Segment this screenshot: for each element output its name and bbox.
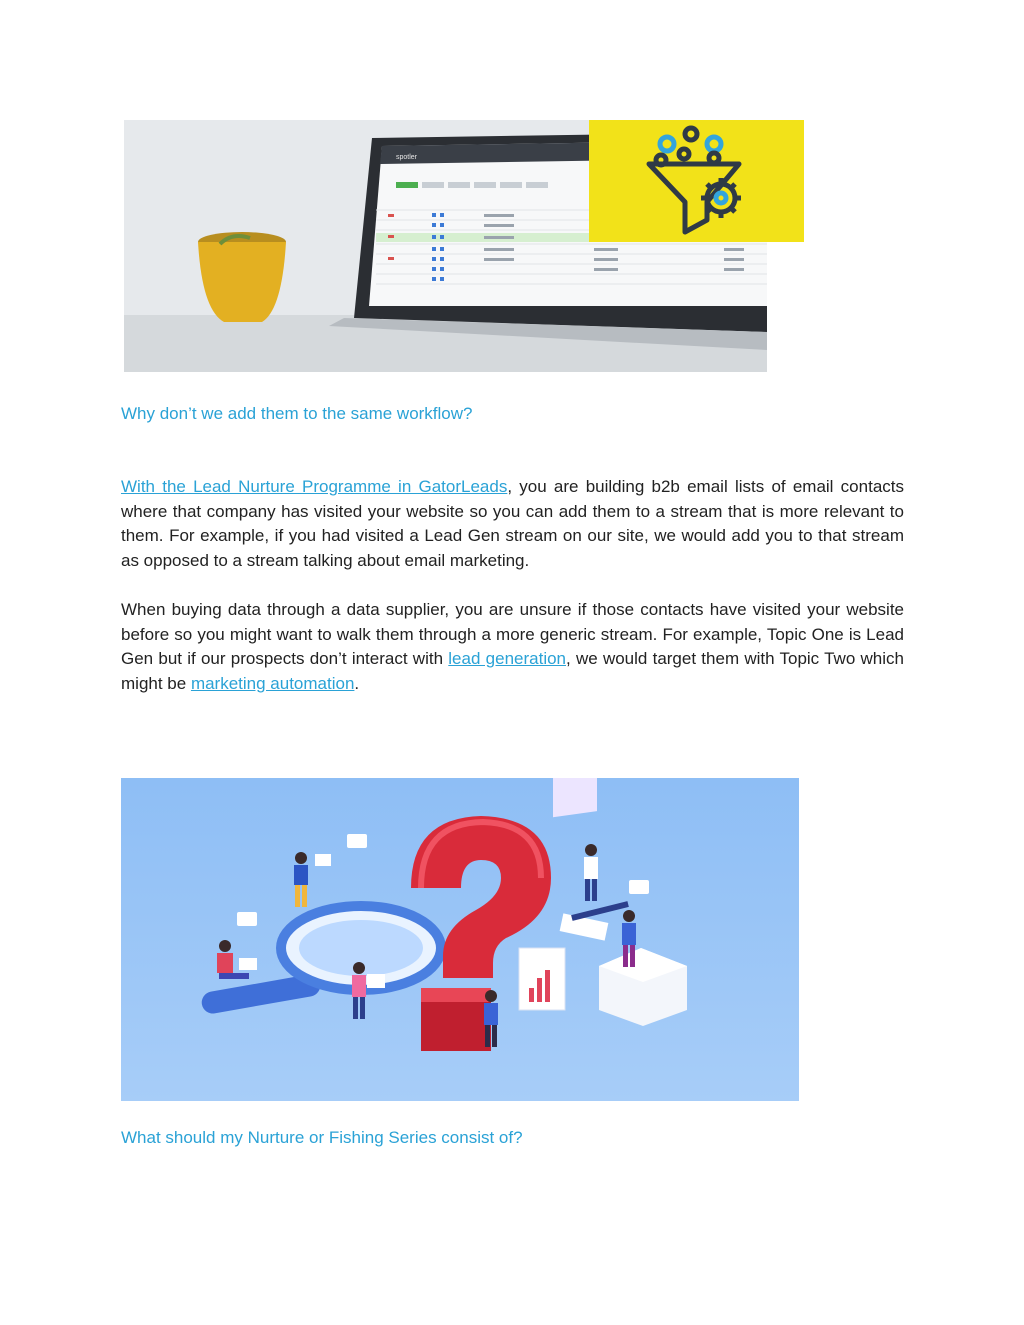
question-mark-illustration <box>121 778 799 1101</box>
person-tablet-top <box>294 852 331 907</box>
lead-generation-link[interactable]: lead generation <box>448 649 567 668</box>
person-top-right <box>584 844 598 901</box>
app-name: spotler <box>396 154 418 161</box>
funnel-panel <box>589 120 804 242</box>
person-sitting <box>217 940 257 979</box>
gatorleads-link[interactable]: With the Lead Nurture Programme in GatorLeads <box>121 477 508 496</box>
paragraph-lead-nurture <box>121 475 904 573</box>
funnel-gear-icon <box>589 120 804 242</box>
section-heading-workflow: Why don’t we add them to the same workflow? <box>121 404 473 423</box>
hero-image <box>124 120 804 372</box>
marketing-automation-link[interactable]: marketing automation <box>190 673 355 693</box>
paragraph-lead-nurture-text: , you are building b2b email lists of email contacts where that company has visited your website so you can add them to a stream that is more relevant to them. For example, if you had visited a Lead Gen stream on our site, we would add you to that stream as opposed to a stream talking about email marketing. <box>121 477 904 570</box>
section-heading-nurture-series: What should my Nurture or Fishing Series consist of? <box>121 1128 523 1147</box>
paragraph-data-supplier-text: When buying data through a data supplier, you are unsure if those contacts have visited your website before so you might want to walk them through a more generic stream. For example, Topic One is Lead Gen but if our prospects don’t interact with <box>121 600 904 668</box>
paragraph-data-supplier-text-middle: , we would target them with Topic Two which might be <box>121 649 904 693</box>
paragraph-data-supplier-text-end: . <box>354 673 360 693</box>
paragraph-data-supplier <box>121 598 904 696</box>
magnifying-glass-icon <box>200 906 441 1015</box>
pedestal <box>599 948 687 1026</box>
question-scene <box>121 778 799 1101</box>
